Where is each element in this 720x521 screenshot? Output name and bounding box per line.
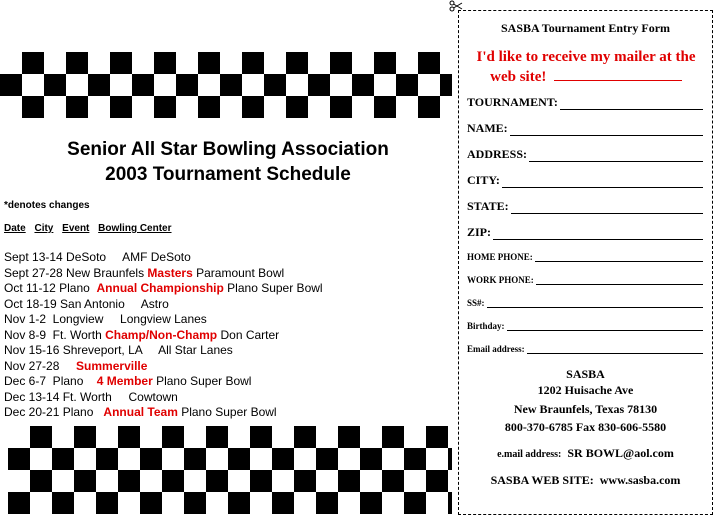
org-website: SASBA WEB SITE: www.sasba.com xyxy=(490,473,681,487)
event-name: Annual Championship xyxy=(96,281,224,295)
schedule-row: Nov 15-16 Shreveport, LA All Star Lanes xyxy=(4,343,233,357)
mailer-optin-field[interactable] xyxy=(554,67,682,81)
city-field[interactable]: CITY: xyxy=(467,173,703,188)
schedule-row: Dec 13-14 Ft. Worth Cowtown xyxy=(4,389,178,404)
schedule-row: Nov 1-2 Longview Longview Lanes xyxy=(4,312,207,326)
org-email: e.mail address: SR BOWL@aol.com xyxy=(497,446,674,460)
zip-field[interactable]: ZIP: xyxy=(467,225,703,240)
birthday-field[interactable]: Birthday: xyxy=(467,320,703,331)
work-phone-field[interactable]: WORK PHONE: xyxy=(467,274,703,285)
org-city-state: New Braunfels, Texas 78130 xyxy=(513,402,658,416)
mailer-optin: I'd like to receive my mailer at the web site! xyxy=(476,49,696,85)
address-field[interactable]: ADDRESS: xyxy=(467,147,703,162)
name-field[interactable]: NAME: xyxy=(467,121,703,136)
email-link[interactable]: SR BOWL@aol.com xyxy=(567,446,674,460)
tournament-field[interactable]: TOURNAMENT: xyxy=(467,95,703,110)
schedule-row: Nov 8-9 Ft. Worth Champ/Non-Champ Don Carter xyxy=(4,327,280,342)
org-phones: 800-370-6785 Fax 830-606-5580 xyxy=(504,420,667,434)
ssn-field[interactable]: SS#: xyxy=(467,297,703,308)
website-link[interactable]: www.sasba.com xyxy=(599,473,681,487)
form-title: SASBA Tournament Entry Form xyxy=(500,21,671,35)
event-name: Masters xyxy=(147,265,193,280)
schedule-row: Nov 27-28 Summerville xyxy=(4,358,148,373)
checkerboard-banner-top xyxy=(0,52,452,118)
entry-form xyxy=(458,10,713,515)
schedule-row: Dec 20-21 Plano Annual Team Plano Super Bowl xyxy=(4,405,277,419)
column-header-bowling-center: Bowling Center xyxy=(98,223,172,234)
org-name: SASBA xyxy=(566,367,605,381)
schedule-list xyxy=(4,250,323,421)
email-field[interactable]: Email address: xyxy=(467,343,703,354)
event-name: Champ/Non-Champ xyxy=(105,327,218,342)
schedule-row: Sept 13-14 DeSoto AMF DeSoto xyxy=(4,250,191,264)
event-name: Annual Team xyxy=(103,405,178,419)
schedule-subtitle: 2003 Tournament Schedule xyxy=(105,164,351,185)
column-header-city: City xyxy=(34,223,54,234)
schedule-row: Oct 18-19 San Antonio Astro xyxy=(4,296,169,311)
schedule-row: Dec 6-7 Plano 4 Member Plano Super Bowl xyxy=(4,374,252,388)
schedule-row: Sept 27-28 New Braunfels Masters Paramount Bowl xyxy=(4,265,285,280)
column-header-event: Event xyxy=(62,223,90,234)
schedule-row: Oct 11-12 Plano Annual Championship Plano Super Bowl xyxy=(4,281,323,295)
event-name: Summerville xyxy=(76,358,148,373)
column-headers xyxy=(4,223,178,234)
schedule-title: Senior All Star Bowling Association xyxy=(67,139,389,160)
changes-note: *denotes changes xyxy=(4,200,90,211)
home-phone-field[interactable]: HOME PHONE: xyxy=(467,251,703,262)
org-street: 1202 Huisache Ave xyxy=(537,383,634,397)
checkerboard-banner-bottom xyxy=(8,426,452,514)
event-name: 4 Member xyxy=(96,374,153,388)
column-header-date: Date xyxy=(4,223,26,234)
state-field[interactable]: STATE: xyxy=(467,199,703,214)
